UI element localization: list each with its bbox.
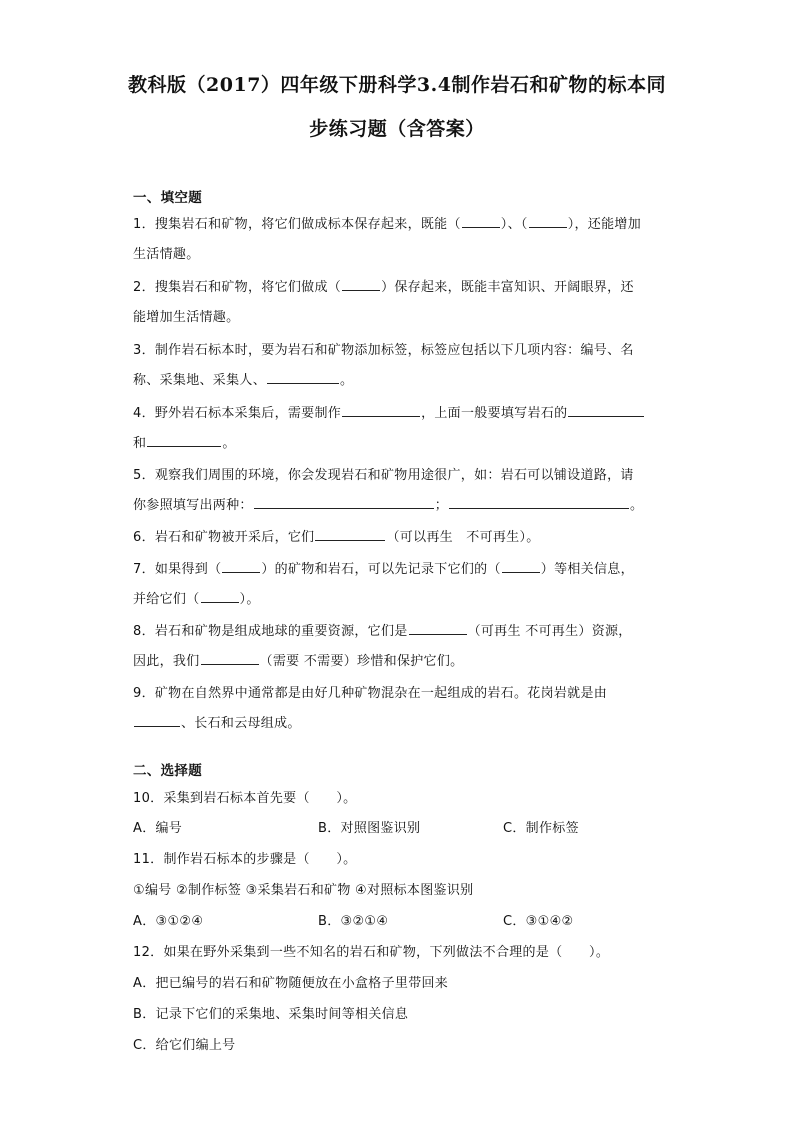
- answer-blank[interactable]: [409, 621, 467, 635]
- answer-blank[interactable]: [342, 277, 380, 291]
- question-4-line1: 4．野外岩石标本采集后，需要制作 ，上面一般要填写岩石的: [133, 402, 645, 421]
- question-10-option-c[interactable]: C．制作标签: [503, 821, 579, 836]
- doc-title-line1: 教科版（2017）四年级下册科学3.4制作岩石和矿物的标本同: [128, 74, 666, 96]
- question-3-line1: 3．制作岩石标本时，要为岩石和矿物添加标签，标签应包括以下几项内容：编号、名: [133, 343, 634, 358]
- answer-blank[interactable]: [462, 214, 500, 228]
- doc-title-line2: 步练习题（含答案）: [309, 118, 485, 140]
- question-3-line2: 称、采集地、采集人、 。: [133, 369, 353, 388]
- answer-blank[interactable]: [201, 651, 259, 665]
- answer-blank[interactable]: [134, 713, 180, 727]
- question-4-line2: 和 。: [133, 432, 236, 451]
- question-11-option-a[interactable]: A．③①②④: [133, 914, 204, 929]
- answer-blank[interactable]: [201, 589, 239, 603]
- question-5-line2: 你参照填写出两种： ； 。: [133, 494, 643, 513]
- question-12-option-b[interactable]: B．记录下它们的采集地、采集时间等相关信息: [133, 1007, 409, 1022]
- question-5-line1: 5．观察我们周围的环境，你会发现岩石和矿物用途很广，如：岩石可以铺设道路，请: [133, 468, 634, 483]
- answer-blank[interactable]: [315, 527, 385, 541]
- question-8-line1: 8．岩石和矿物是组成地球的重要资源，它们是 （可再生 不可再生）资源，: [133, 620, 632, 639]
- question-12-option-a[interactable]: A．把已编号的岩石和矿物随便放在小盒格子里带回来: [133, 976, 449, 991]
- answer-blank[interactable]: [502, 559, 540, 573]
- answer-blank[interactable]: [342, 403, 420, 417]
- question-7-line1: 7．如果得到（ ）的矿物和岩石，可以先记录下它们的（ ）等相关信息，: [133, 558, 634, 577]
- question-12-option-c[interactable]: C．给它们编上号: [133, 1038, 236, 1053]
- question-8-line2: 因此，我们 （需要 不需要）珍惜和保护它们。: [133, 650, 463, 669]
- answer-blank[interactable]: [254, 495, 434, 509]
- question-11-steps: ①编号 ②制作标签 ③采集岩石和矿物 ④对照标本图鉴识别: [133, 883, 474, 898]
- question-2-line2: 能增加生活情趣。: [133, 310, 240, 325]
- answer-blank[interactable]: [222, 559, 260, 573]
- question-11-option-b[interactable]: B．③②①④: [318, 914, 389, 929]
- answer-blank[interactable]: [529, 214, 567, 228]
- question-10-option-b[interactable]: B．对照图鉴识别: [318, 821, 421, 836]
- question-11-stem: 11．制作岩石标本的步骤是（ ）。: [133, 852, 357, 867]
- answer-blank[interactable]: [568, 403, 644, 417]
- answer-blank[interactable]: [449, 495, 629, 509]
- question-6: 6．岩石和矿物被开采后，它们 （可以再生 不可再生）。: [133, 526, 540, 545]
- question-9-line2: 、长石和云母组成。: [133, 712, 301, 731]
- section-multiple-choice: 二、选择题: [133, 763, 202, 779]
- question-1-line2: 生活情趣。: [133, 247, 200, 262]
- question-1-line1: 1．搜集岩石和矿物，将它们做成标本保存起来，既能（ ）、（ ），还能增加: [133, 213, 641, 232]
- question-7-line2: 并给它们（ ）。: [133, 588, 260, 607]
- question-10-stem: 10．采集到岩石标本首先要（ ）。: [133, 791, 357, 806]
- question-11-option-c[interactable]: C．③①④②: [503, 914, 574, 929]
- answer-blank[interactable]: [147, 433, 221, 447]
- question-12-stem: 12．如果在野外采集到一些不知名的岩石和矿物，下列做法不合理的是（ ）。: [133, 945, 610, 960]
- question-10-option-a[interactable]: A．编号: [133, 821, 183, 836]
- question-9-line1: 9．矿物在自然界中通常都是由好几种矿物混杂在一起组成的岩石。花岗岩就是由: [133, 686, 608, 701]
- question-2-line1: 2．搜集岩石和矿物，将它们做成（ ）保存起来，既能丰富知识、开阔眼界，还: [133, 276, 634, 295]
- answer-blank[interactable]: [267, 370, 339, 384]
- section-fill-blank: 一、填空题: [133, 190, 202, 206]
